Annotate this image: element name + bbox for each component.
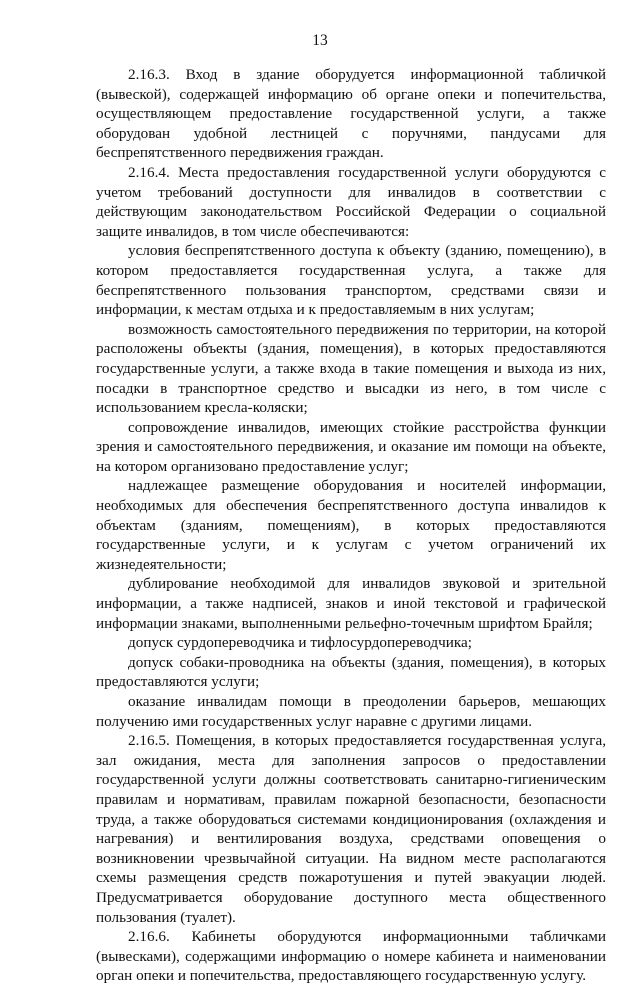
paragraph-2-16-4: 2.16.4. Места предоставления государственной услуги оборудуются с учетом требований доступности для инвалидов в соответствии с действующим законодательством Российской Федерации о социальной защите инвалидов, в том числе обеспечиваются: <box>96 163 606 240</box>
list-item-barrier-help: оказание инвалидам помощи в преодолении барьеров, мешающих получению ими государственных услуг наравне с другими лицами. <box>96 693 606 730</box>
page-number: 13 <box>312 32 328 49</box>
list-item-interpreter: допуск сурдопереводчика и тифлосурдопереводчика; <box>128 634 472 652</box>
paragraph-2-16-3: 2.16.3. Вход в здание оборудуется информационной табличкой (вывеской), содержащей информацию об органе опеки и попечительства, осуществляющем предоставление государственной услуги, а также оборудован удобной лестницей с поручнями, пандусами для беспрепятственного передвижения граждан. <box>96 66 606 162</box>
paragraph-2-16-6: 2.16.6. Кабинеты оборудуются информационными табличками (вывесками), содержащими информацию о номере кабинета и наименовании орган опеки и попечительства, предоставляющего государственную услугу. <box>96 928 606 985</box>
list-item-independent-movement: возможность самостоятельного передвижения по территории, на которой расположены объекты (здания, помещения), в которых предоставляются государственные услуги, а также входа в такие помещения и выхода из них, посадки в транспортное средство и высадки из него, в том числе с использованием кресла-коляски; <box>96 320 606 417</box>
list-item-duplication: дублирование необходимой для инвалидов звуковой и зрительной информации, а также надписей, знаков и иной текстовой и графической информации знаками, выполненными рельефно-точечным шрифтом Брайля; <box>96 575 606 632</box>
document-body <box>96 65 606 986</box>
list-item-guide-dog: допуск собаки-проводника на объекты (здания, помещения), в которых предоставляются услуги; <box>96 653 606 691</box>
paragraph-2-16-5: 2.16.5. Помещения, в которых предоставляется государственная услуга, зал ожидания, места для заполнения запросов о предоставлении государственной услуги должны соответствовать санитарно-гигиеническим правилам и нормативам, правилам пожарной безопасности, безопасности труда, а также оборудоваться системами кондиционирования (охлаждения и нагревания) и вентилирования воздуха, средствами оповещения о возникновении чрезвычайной ситуации. На видном месте располагаются схемы размещения средств пожаротушения и путей эвакуации людей. Предусматривается оборудование доступного места общественного пользования (туалет). <box>96 732 606 926</box>
list-item-equipment-placement: надлежащее размещение оборудования и носителей информации, необходимых для обеспечения беспрепятственного доступа инвалидов к объектам (зданиям, помещениям), в которых предоставляются государственные услуги, и к услугам с учетом ограничений их жизнедеятельности; <box>96 477 606 573</box>
list-item-escort: сопровождение инвалидов, имеющих стойкие расстройства функции зрения и самостоятельного передвижения, и оказание им помощи на объекте, на котором организовано предоставление услуг; <box>96 418 606 475</box>
list-item-access-conditions: условия беспрепятственного доступа к объекту (зданию, помещению), в котором предоставляется государственная услуга, а также для беспрепятственного пользования транспортом, средствами связи и информации, к местам отдыха и к предоставляемым в них услугам; <box>96 242 606 319</box>
